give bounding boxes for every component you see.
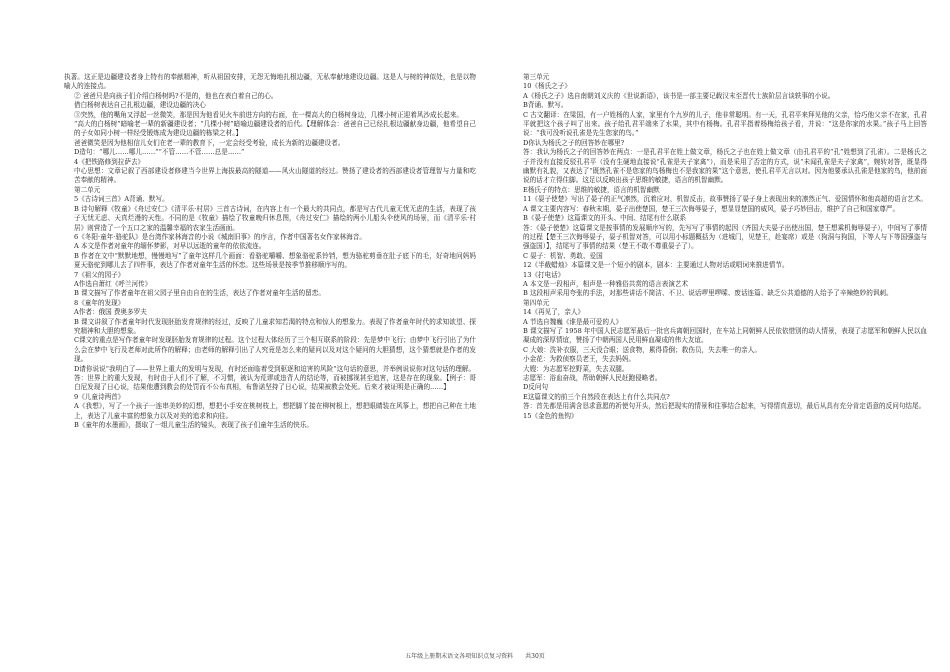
paragraph: E这篇课文的前三个自然段在表达上有什么共同点? bbox=[523, 392, 670, 401]
paragraph: B 课文描写了作者童年在祖父园子里自由自在的生活，表达了作者对童年生活的留恋。 bbox=[74, 289, 325, 298]
paragraph: 答：我认为杨氏之子的回答妙在两点：一是孔君平在姓上做文章，杨氏之子也在姓上做文章（由孔君平的“孔”姓想到了孔雀）。二是杨氏之子并没有直接反驳孔君平（没有生硬地直接说“孔雀是夫子家禽”），而是采用了否定的方式，说“未闻孔雀是夫子家禽”，婉转对答，既显得幽默有礼貌，又表达了“既然孔雀不是您家的鸟杨梅也不是我家的果”这个意思，使孔君平无言以对。因为他要承认孔雀是他家的鸟，他前面说的话才立得住脚。这足以反映出孩子思维的敏捷，语言的机智幽默。 bbox=[523, 148, 927, 185]
paragraph: A作者：俄国 费奥多罗夫 bbox=[74, 308, 147, 317]
paragraph: 15《金色的鱼钩》 bbox=[523, 411, 578, 420]
paragraph: A《杨氏之子》选自南朝刘义庆的《世说新语》，该书是一部主要记载汉末至晋代士族阶层言谈轶事的小说。 bbox=[523, 91, 835, 100]
paragraph: C 晏子：机智、勇敢、爱国 bbox=[523, 251, 603, 260]
paragraph: 第四单元 bbox=[523, 298, 550, 307]
paragraph: 答：世界上的重大发现，有时由于人们不了解，不习惯，被认为荒谬或违背人的结论等，而被挪视甚至追害，这是存在的现象。【例子：哥白尼发现了日心说，结果他遭到教会的处罚而不公布真相，布鲁诺坚持了日心说，结果被教会处死。后来才被证明是正确的……】 bbox=[74, 374, 476, 392]
paragraph: B 作者在文中“默默地想，慢慢地写”了童年这样几个画面：看骆驼嚼嚼、想象骆驼系铃铛，想为骆驼剪垂在肚子底下的毛，好奇地问妈妈夏天骆驼到哪儿去了四件事，表达了作者对童年生活的怀恋。这些场景是按季节推移顺序写的。 bbox=[74, 251, 476, 270]
paragraph: D反问句 bbox=[523, 383, 549, 392]
paragraph: C课文的重点是写作者童年时发现胚胎发育规律的过程。这个过程大体经历了三个相互联系的阶段：先是梦中飞行；由梦中飞行引出了为什么会在梦中飞行及老师对此所作的解释；由老师的解释引出了人究竟是怎么来的疑问以及对这个疑问的大胆猜想，这个猜想就是作者的发现。 bbox=[74, 336, 476, 364]
paragraph: 12《半截蜡烛》本篇课文是一个短小的剧本，剧本：主要通过人物对话或唱词来推进情节。 bbox=[523, 261, 789, 270]
paragraph: A 本文是作者对童年的缅怀梦影，对早以远逝的童年的依依流连。 bbox=[74, 242, 266, 251]
paragraph: 执著。这正是边疆建设者身上特有的奉献精神，听从祖国安排，无怨无悔地扎根边疆，无私奉献地建设边疆。这是人与树的神似处，也是以物喻人的连接点。 bbox=[64, 73, 476, 91]
paragraph: 大嫂：为志愿军挖野菜，失去双腿。 bbox=[523, 364, 629, 373]
paragraph: 志愿军：浴血奋战，帮助朝鲜人民赶跑侵略者。 bbox=[523, 374, 662, 382]
paragraph: B 课文描写了 1958 年中国人民志愿军最后一批官兵离朝回国时，在车站上同朝鲜人民依依惜别的动人情景，表现了志愿军和朝鲜人民以血凝成的深厚情谊，赞扬了中朝两国人民用鲜血凝成的伟大友谊。 bbox=[523, 326, 927, 345]
paragraph: B背诵、默写。 bbox=[523, 101, 568, 110]
paragraph: B 诗句解释《牧童》《舟过安仁》《清平乐·村居》三首古诗词，在内容上有一个最大的共同点，都是写古代儿童无忧无虑的生活，表现了孩子无忧无虑、天真烂漫的天性。不同的是《牧童》描绘了牧童晚归休息图，《舟过安仁》描绘的两小儿船头伞使风的场景，而《清平乐·村居》则营造了一个五口之家的温馨幸福的农家生活画面。 bbox=[74, 204, 476, 232]
paragraph: D你认为杨氏之子的回答妙在哪里? bbox=[523, 138, 625, 147]
paragraph: C 大娘：洗补衣服，三天没合眼；送食物，累得昏倒；救伤员，失去唯一的亲人。 bbox=[523, 345, 761, 354]
paragraph: 14《再见了，亲人》 bbox=[523, 308, 585, 317]
paragraph: 8《童年的发现》 bbox=[74, 298, 125, 307]
paragraph: ② 爸爸只是向孩子们介绍白杨树吗?不是的，他也在表白着自己的心。 bbox=[74, 91, 278, 100]
paragraph: A作选自萧红《呼兰河传》 bbox=[74, 279, 152, 288]
paragraph: 5《古诗词三首》A背诵、默写。 bbox=[74, 195, 169, 204]
paragraph: B《晏子使楚》这篇课文的开头、中间、结尾有什么联系 bbox=[523, 214, 687, 223]
paragraph: 7《祖父的园子》 bbox=[74, 270, 125, 279]
paragraph: 答：《晏子使楚》这篇课文是按事情的发展顺序写的，先写写了事情的起因（齐国大夫晏子出使出国，楚王想乘机侮辱晏子），中间写了事情的过程【楚王三次侮辱晏子，晏子机智对答，可以用小标题概括为（进城门，见楚王，赴宴席）或是（狗洞与狗国，下等人与下等国强盗与强盗国）】，结尾写了事情的结果（楚王不敢不尊重晏子了）。 bbox=[523, 223, 927, 251]
paragraph: 13《打电话》 bbox=[523, 270, 565, 279]
paragraph: “高大的白杨树”暗喻老一辈的新疆建设者；“几棵小树”暗喻边疆建设者的后代。【理解体会：爸爸自己已经扎根边疆献身边疆，他希望自己的子女如同小树一样经受锻炼成为建设边疆的栋梁之材。】 bbox=[74, 120, 476, 138]
paragraph: 9《儿童诗两首》 bbox=[74, 392, 125, 401]
paragraph: 借白杨树表达自己扎根边疆，建设边疆的决心 bbox=[74, 101, 206, 110]
right-column bbox=[513, 73, 927, 421]
paragraph: B 这段相声采用夸张的手法，对那些讲话不简洁、不卫、说话啰里啰嗦、废话连篇、缺乏公共道德的人给予了辛辣绝妙的讽刺。 bbox=[523, 289, 893, 298]
page-footer: 五年级上册期末语文各项知识点复习资料 共30页 bbox=[405, 653, 545, 660]
paragraph: 10《杨氏之子》 bbox=[523, 82, 571, 91]
paragraph: E杨氏子的特点：思维的敏捷，语言的机智幽默 bbox=[523, 185, 660, 194]
paragraph: 爸爸微笑是因为他相信儿女们在老一辈的教育下，一定会经受考验，成长为新的边疆建设者。 bbox=[74, 138, 345, 147]
paragraph: 6《冬阳·童年·骆驼队》是台湾作家林海音的小说《城南旧事》的序言，作者中国著名女作家林海音。 bbox=[74, 232, 366, 241]
paragraph: 11《晏子使楚》写出了晏子的正气凛然，沉着应对，机智反击，故事赞扬了晏子身上表现出来的凛然正气、爱国情怀和他高超的语言艺术。 bbox=[523, 195, 928, 204]
left-column bbox=[64, 73, 476, 430]
paragraph: A 课文主要内容写：春秋末期，晏子出使楚国，楚王三次侮辱晏子，想显显楚国的威风，晏子巧妙回击，维护了自己和国家尊严。 bbox=[523, 204, 900, 213]
paragraph: 小金花：为救侦察员老王，失去妈妈。 bbox=[523, 355, 636, 364]
paragraph: C 古文翻译：在梁国，有一户姓杨的人家，家里有个九岁的儿子，他非常聪明。有一天，孔君平来拜见他的父亲，恰巧他父亲不在家，孔君平就把这个孩子叫了出来。孩子给孔君平端来了水果，其中有杨梅。孔君平指着杨梅给孩子看，并说：“这是你家的水果。”孩子马上回答说：“我可没听说孔雀是先生您家的鸟。” bbox=[523, 110, 927, 138]
paragraph: 中心思想：文章记叙了西部建设者修建当今世界上海拔最高的隧道——风火山隧道的经过。赞扬了建设者的西部建设者管理智与力量和吃苦奉献的精神。 bbox=[74, 167, 476, 185]
paragraph: A 本文是一段相声，相声是一种雅俗共赏的语言表演艺术 bbox=[523, 279, 689, 288]
paragraph: B 课文讲叙了作者童年时代发现胚胎发育规律的经过，反映了儿童求知若渴的特点和惊人的想象力。表现了作者童年时代的求知欲望、探究精神和大胆的想象。 bbox=[74, 317, 476, 335]
paragraph: 4《把铁路修到拉萨去》 bbox=[74, 157, 145, 166]
paragraph: D造句：“哪儿……哪儿……”“不管……不管……总是……” bbox=[74, 148, 245, 157]
paragraph: A《我想》，写了一个孩子一连串美妙的幻想，想把小手安在桃树枝上，想把脚丫接在柳树根上，想把眼睛装在风筝上，想把自己种在土地上，表达了儿童丰富的想象力以及对美的追求和向往。 bbox=[74, 402, 476, 420]
paragraph: 答：首先都是用满含恳求意愿的祈使句开头，然后把现实的情景和往事结合起来，写得情真意切，最后从具有充分肯定语意的反问句结尾。 bbox=[523, 402, 926, 411]
paragraph: 第三单元 bbox=[523, 73, 550, 81]
paragraph: ③突然，他的嘴角又浮起一丝微笑，那是因为他看见火车前进方向的右面，在一棵高大的白杨树身边，几棵小树正迎着风沙成长起来。 bbox=[74, 110, 464, 119]
paragraph: A 节选自魏巍《谁是最可爱的人》 bbox=[523, 317, 623, 326]
paragraph: 第二单元 bbox=[74, 185, 101, 194]
paragraph: D请你说说“我明白了——世界上重大的发明与发现，有时还面临着受到驱逐和迫害的风险”这句话的意思，并举例说说你对这句话的理解。 bbox=[74, 364, 476, 373]
paragraph: B《童年的水墨画》，摄取了一组儿童生活的镜头，表现了孩子们童年生活的快乐。 bbox=[74, 421, 313, 430]
